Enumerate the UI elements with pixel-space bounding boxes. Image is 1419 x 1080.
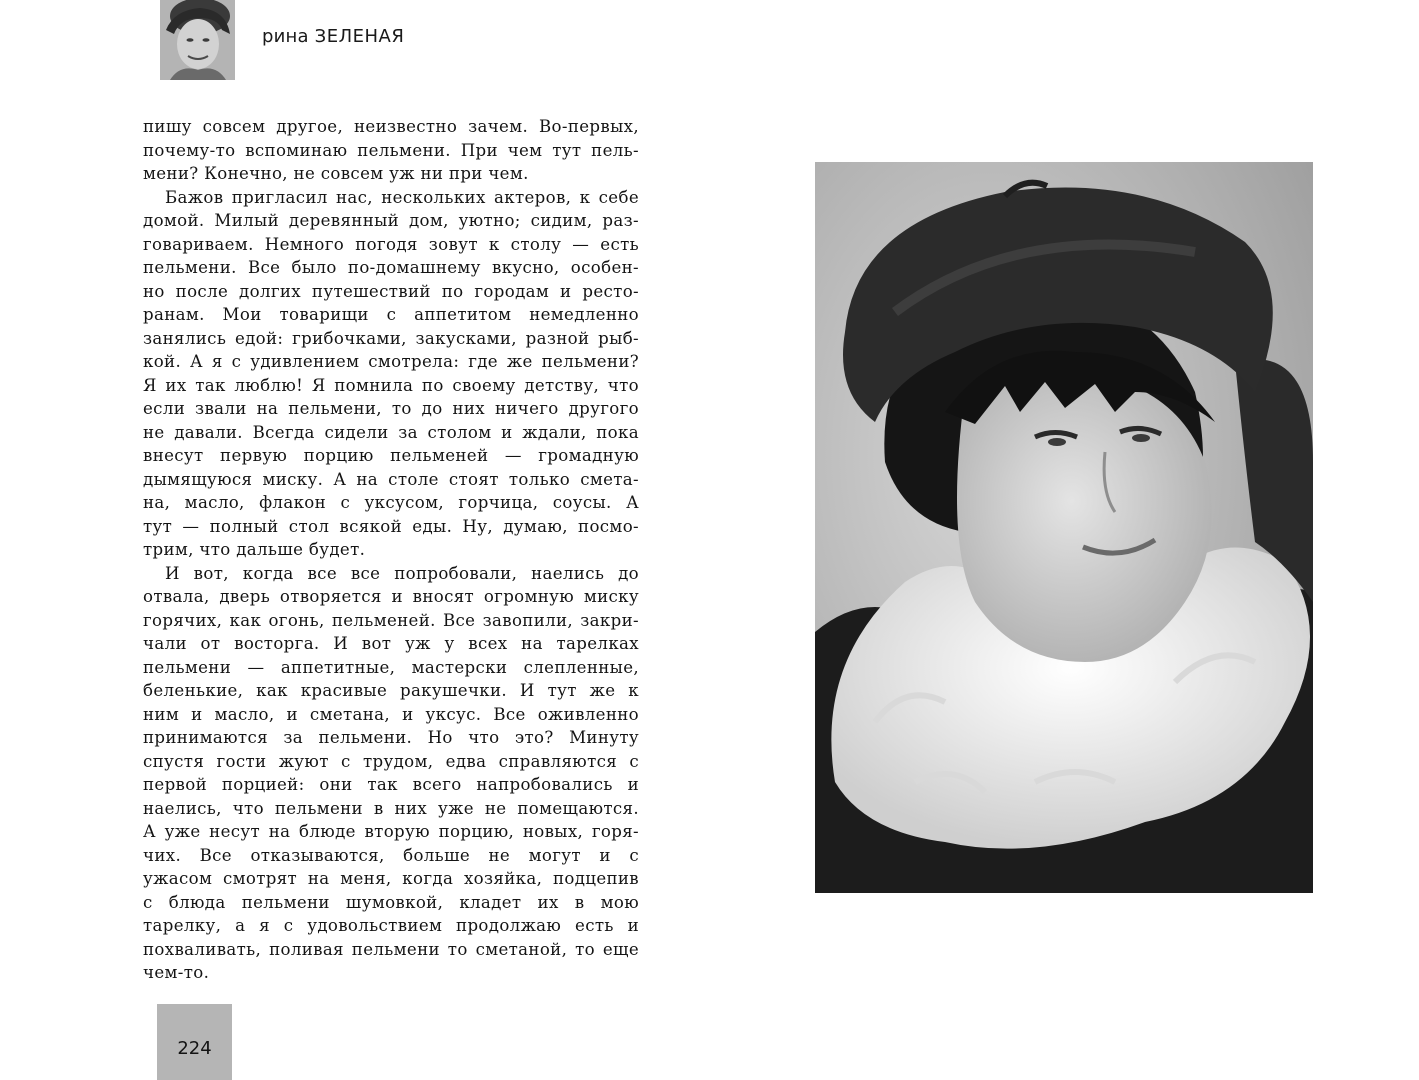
- text-line: чих. Все отказываются, больше не могут и с: [143, 845, 639, 865]
- text-line: пельмени. Все было по-домашнему вкусно, особен-: [143, 258, 639, 277]
- text-line: трим, что дальше будет.: [143, 540, 366, 559]
- page-number-box: [157, 1004, 232, 1080]
- text-line: чали от восторга. И вот уж у всех на тарелках: [143, 634, 639, 653]
- header-portrait-thumbnail: [160, 0, 235, 80]
- text-line: на, масло, флакон с уксусом, горчица, соусы. А: [143, 493, 639, 512]
- text-line: занялись едой: грибочками, закусками, разной рыб-: [143, 328, 639, 348]
- text-line: пишу совсем другое, неизвестно зачем. Во-первых,: [143, 117, 639, 136]
- header-portrait-image: [160, 0, 235, 80]
- text-line: если звали на пельмени, то до них ничего другого: [143, 399, 639, 418]
- text-line: беленькие, как красивые ракушечки. И тут же к: [143, 681, 639, 700]
- text-line: но после долгих путешествий по городам и ресто-: [143, 281, 639, 301]
- text-line: принимаются за пельмени. Но что это? Минуту: [143, 728, 639, 747]
- portrait-photo-image: [815, 162, 1313, 893]
- text-line: спустя гости жуют с трудом, едва справляются с: [143, 751, 639, 771]
- text-line: не давали. Всегда сидели за столом и ждали, пока: [143, 422, 639, 442]
- running-head: [262, 26, 404, 47]
- text-line: Я их так люблю! Я помнила по своему детству, что: [143, 375, 639, 395]
- text-line: дымящуюся миску. А на столе стоят только смета-: [143, 469, 639, 489]
- running-head-first-name: рина: [262, 26, 309, 47]
- text-line: Бажов пригласил нас, нескольких актеров, к себе: [165, 187, 639, 207]
- running-head-surname: ЗЕЛЕНАЯ: [314, 26, 405, 47]
- text-line: домой. Милый деревянный дом, уютно; сидим, раз-: [143, 211, 639, 230]
- text-line: пельмени — аппетитные, мастерски слепленные,: [143, 657, 639, 677]
- text-line: чем-то.: [143, 963, 210, 982]
- text-line: тарелку, а я с удовольствием продолжаю есть и: [143, 916, 639, 935]
- text-line: мени? Конечно, не совсем уж ни при чем.: [143, 164, 529, 183]
- text-line: похваливать, поливая пельмени то сметаной, то еще: [143, 939, 639, 959]
- text-line: ним и масло, и сметана, и уксус. Все оживленно: [143, 704, 639, 724]
- text-line: горячих, как огонь, пельменей. Все завопили, закри-: [143, 610, 639, 630]
- text-line: А уже несут на блюде вторую порцию, новых, горя-: [143, 822, 639, 841]
- text-line: кой. А я с удивлением смотрела: где же пельмени?: [143, 352, 639, 371]
- text-line: ужасом смотрят на меня, когда хозяйка, подцепив: [143, 869, 639, 888]
- portrait-photo: [815, 162, 1313, 893]
- text-line: И вот, когда все все попробовали, наелись до: [165, 563, 639, 583]
- text-line: наелись, что пельмени в них уже не помещаются.: [143, 798, 639, 818]
- text-line: почему-то вспоминаю пельмени. При чем тут пель-: [143, 140, 639, 160]
- page-number: 224: [177, 1038, 212, 1059]
- text-line: отвала, дверь отворяется и вносят огромную миску: [143, 587, 639, 606]
- text-line: говариваем. Немного погодя зовут к столу — есть: [143, 234, 639, 254]
- text-line: с блюда пельмени шумовкой, кладет их в мою: [143, 892, 639, 912]
- text-line: первой порцией: они так всего напробовались и: [143, 775, 639, 794]
- text-line: ранам. Мои товарищи с аппетитом немедленно: [143, 305, 639, 324]
- text-line: внесут первую порцию пельменей — громадную: [143, 446, 639, 465]
- text-line: тут — полный стол всякой еды. Ну, думаю, посмо-: [143, 516, 639, 536]
- body-text-column: [143, 115, 639, 985]
